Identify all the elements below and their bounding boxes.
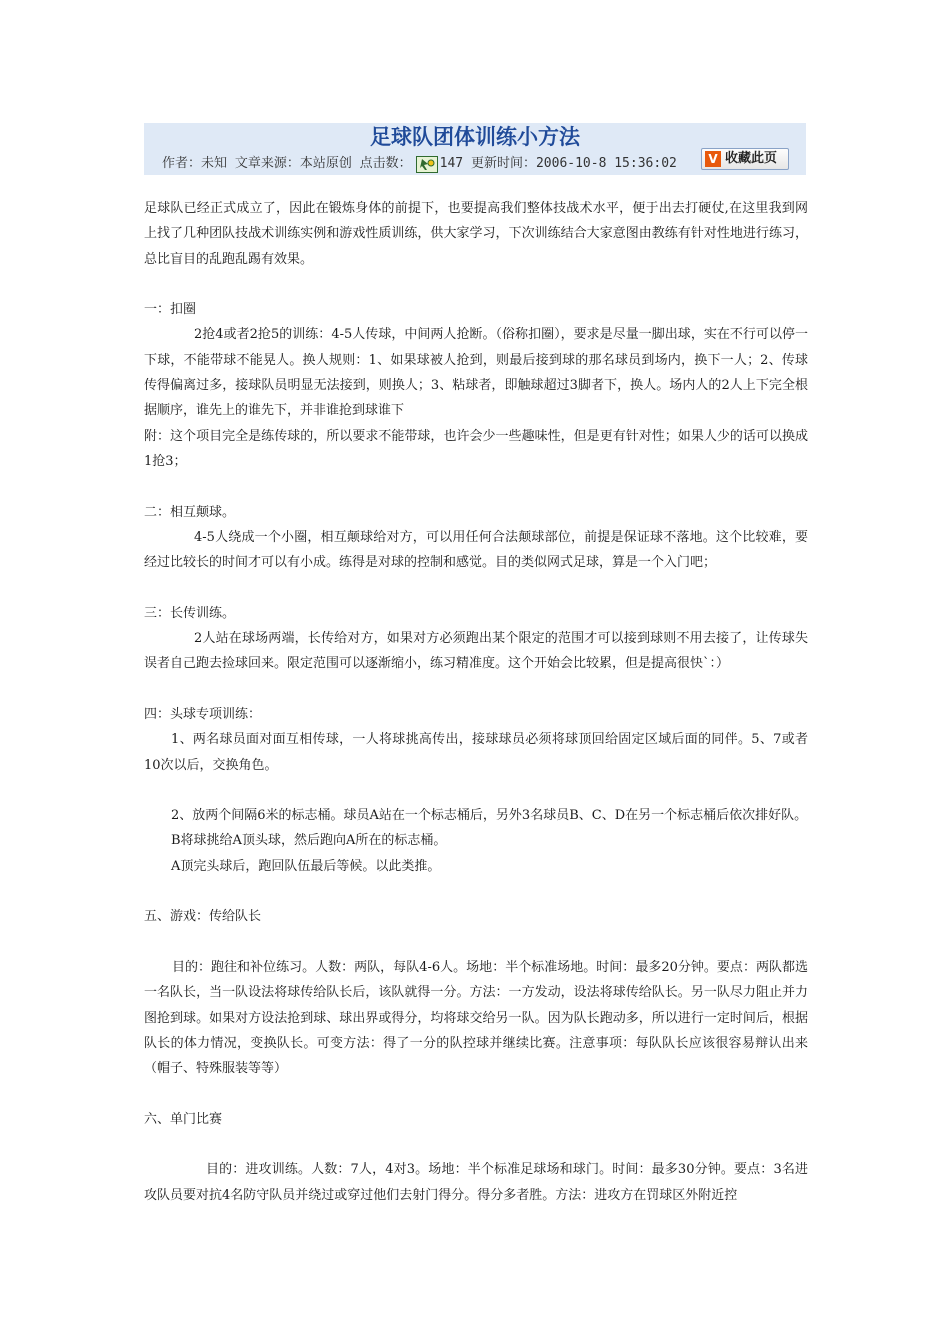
section-4-step-2: A顶完头球后，跑回队伍最后等候。以此类推。 — [171, 858, 441, 874]
section-3-heading: 三：长传训练。 — [144, 605, 236, 621]
article-body — [144, 196, 808, 1208]
intro-paragraph: 足球队已经正式成立了，因此在锻炼身体的前提下，也要提高我们整体技战术水平，便于出去打硬仗,在这里我到网上找了几种团队技战术训练实例和游戏性质训练，供大家学习，下次训练结合大家意图由教练有针对性地进行练习，总比盲目的乱跑乱踢有效果。 — [144, 201, 808, 267]
article-title: 足球队团体训练小方法 — [370, 125, 580, 149]
article-header — [144, 123, 806, 175]
meta-suffix: 147 更新时间：2006-10-8 15:36:02 — [439, 156, 677, 171]
section-1-note: 附：这个项目完全是练传球的，所以要求不能带球，也许会少一些趣味性，但是更有针对性；如果人少的话可以换成1抢3； — [144, 428, 808, 469]
section-2-heading: 二：相互颠球。 — [144, 504, 236, 520]
hits-counter-icon — [416, 156, 438, 173]
section-4-drill-1: 1、两名球员面对面互相传球，一人将球挑高传出，接球球员必须将球顶回给固定区域后面的同伴。5、7或者10次以后，交换角色。 — [144, 732, 808, 773]
add-favorite-label: 收藏此页 — [725, 151, 778, 166]
add-favorite-button[interactable] — [701, 148, 789, 170]
section-1-paragraph: 2抢4或者2抢5的训练：4-5人传球，中间两人抢断。（俗称扣圈），要求是尽量一脚出球，实在不行可以停一下球，不能带球不能晃人。换人规则：1、如果球被人抢到，则最后接到球的那名球员到场内，换下一人；2、传球传得偏离过多，接球队员明显无法接到，则换人；3、粘球者，即触球超过3脚者下，换人。场内人的2人上下完全根据顺序，谁先上的谁先下，并非谁抢到球谁下 — [144, 327, 808, 419]
section-2-paragraph: 4-5人绕成一个小圈，相互颠球给对方，可以用任何合法颠球部位，前提是保证球不落地。这个比较难，要经过比较长的时间才可以有小成。练得是对球的控制和感觉。目的类似网式足球，算是一个入门吧； — [144, 529, 808, 571]
v-logo-icon: V — [705, 151, 721, 167]
section-5-paragraph: 目的：跑往和补位练习。人数：两队，每队4-6人。场地：半个标准场地。时间：最多20分钟。要点：两队都选一名队长，当一队设法将球传给队长后，该队就得一分。方法：一方发动，设法将球传给队长。另一队尽力阻止并力图抢到球。如果对方设法抢到球、球出界或得分，均将球交给另一队。因为队长跑动多，所以进行一定时间后，根据队长的体力情况，变换队长。可变方法：得了一分的队控球并继续比赛。注意事项：每队队长应该很容易辩认出来（帽子、特殊服装等等） — [144, 959, 808, 1077]
section-4-heading: 四：头球专项训练： — [144, 706, 262, 722]
section-6-paragraph: 目的：进攻训练。人数：7人，4对3。场地：半个标准足球场和球门。时间：最多30分钟。要点：3名进攻队员要对抗4名防守队员并绕过或穿过他们去射门得分。得分多者胜。方法：进攻方在罚球区外附近控 — [144, 1162, 808, 1203]
meta-prefix: 作者：未知 文章来源：本站原创 点击数： — [162, 156, 412, 171]
section-3-paragraph: 2人站在球场两端，长传给对方，如果对方必须跑出某个限定的范围才可以接到球则不用去接了，让传球失误者自己跑去捡球回来。限定范围可以逐渐缩小，练习精准度。这个开始会比较累，但是提高很快`：） — [144, 631, 808, 672]
section-1-heading: 一：扣圈 — [144, 302, 197, 318]
section-4-step-1: B将球挑给A顶头球，然后跑向A所在的标志桶。 — [171, 833, 447, 849]
section-6-heading: 六、单门比赛 — [144, 1111, 223, 1127]
section-4-drill-2: 2、放两个间隔6米的标志桶。球员A站在一个标志桶后，另外3名球员B、C、D在另一个标志桶后依次排好队。 — [171, 808, 808, 824]
section-5-heading: 五、游戏：传给队长 — [144, 909, 262, 925]
